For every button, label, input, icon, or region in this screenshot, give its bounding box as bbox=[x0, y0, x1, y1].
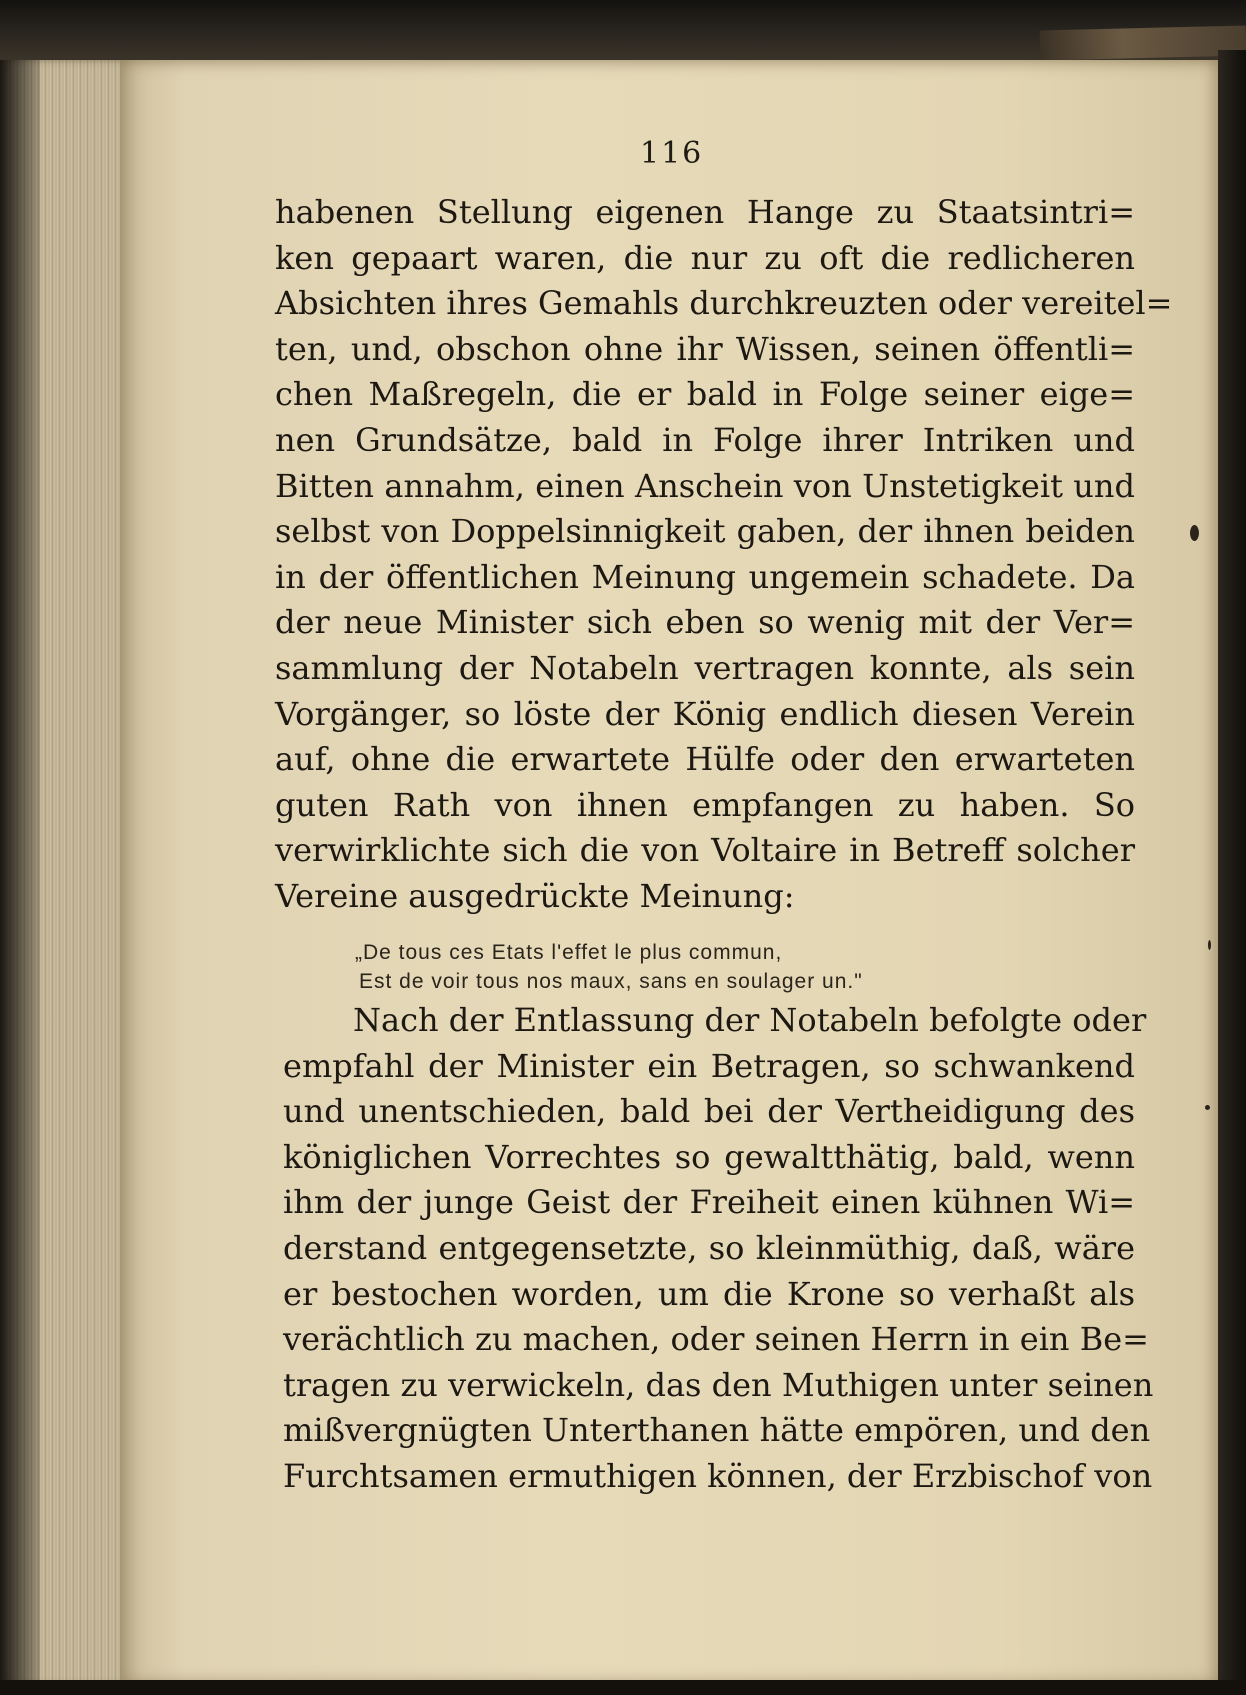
text-line: königlichen Vorrechtes so gewaltthätig, bald, wenn bbox=[283, 1137, 1135, 1176]
text-line: sammlung der Notabeln vertragen konnte, als sein bbox=[275, 648, 1135, 687]
page-number: 116 bbox=[640, 136, 704, 171]
text-line: und unentschieden, bald bei der Vertheidigung des bbox=[283, 1092, 1135, 1131]
text-line: derstand entgegensetzte, so kleinmüthig, daß, wäre bbox=[283, 1228, 1135, 1267]
paragraph-1 bbox=[275, 190, 1173, 920]
binding-strip bbox=[1040, 25, 1246, 60]
book-bottom-edge bbox=[0, 1680, 1246, 1695]
text-line: auf, ohne die erwartete Hülfe oder den erwarteten bbox=[275, 740, 1135, 779]
ink-speck bbox=[1190, 525, 1199, 541]
text-line: er bestochen worden, um die Krone so verhaßt als bbox=[283, 1274, 1135, 1313]
text-line: chen Maßregeln, die er bald in Folge seiner eige= bbox=[275, 375, 1135, 414]
text-line: Vorgänger, so löste der König endlich diesen Verein bbox=[275, 694, 1135, 733]
paragraph-2 bbox=[283, 998, 1154, 1500]
text-line: Nach der Entlassung der Notabeln befolgte oder bbox=[353, 1001, 1147, 1039]
text-line: verächtlich zu machen, oder seinen Herrn in ein Be= bbox=[283, 1320, 1149, 1359]
text-line: mißvergnügten Unterthanen hätte empören, und den bbox=[283, 1411, 1151, 1450]
text-line: Vereine ausgedrückte Meinung: bbox=[275, 876, 795, 915]
text-line: nen Grundsätze, bald in Folge ihrer Intriken und bbox=[275, 420, 1135, 459]
text-line: Furchtsamen ermuthigen können, der Erzbischof von bbox=[283, 1456, 1153, 1495]
text-line: der neue Minister sich eben so wenig mit der Ver= bbox=[275, 603, 1135, 642]
book-right-edge bbox=[1218, 50, 1246, 1695]
ink-speck bbox=[1208, 940, 1211, 950]
quotation bbox=[355, 938, 1055, 996]
text-line: ken gepaart waren, die nur zu oft die redlicheren bbox=[275, 238, 1135, 277]
text-line: tragen zu verwickeln, das den Muthigen unter seinen bbox=[283, 1365, 1154, 1404]
text-line: verwirklichte sich die von Voltaire in Betreff solcher bbox=[275, 831, 1135, 870]
text-line: Absichten ihres Gemahls durchkreuzten oder vereitel= bbox=[275, 284, 1173, 323]
quotation-line: Est de voir tous nos maux, sans en soulager un." bbox=[359, 970, 863, 993]
text-line: empfahl der Minister ein Betragen, so schwankend bbox=[283, 1046, 1135, 1085]
text-line: guten Rath von ihnen empfangen zu haben. So bbox=[275, 785, 1135, 824]
text-line: Bitten annahm, einen Anschein von Unstetigkeit und bbox=[275, 466, 1135, 505]
page-edge-shadow bbox=[0, 60, 40, 1685]
text-line: ten, und, obschon ohne ihr Wissen, seinen öffentli= bbox=[275, 329, 1135, 368]
quotation-line: „De tous ces Etats l'effet le plus commun, bbox=[355, 941, 783, 964]
text-line: ihm der junge Geist der Freiheit einen kühnen Wi= bbox=[283, 1183, 1135, 1222]
text-line: habenen Stellung eigenen Hange zu Staatsintri= bbox=[275, 193, 1135, 231]
text-line: selbst von Doppelsinnigkeit gaben, der ihnen beiden bbox=[275, 512, 1135, 551]
text-line: in der öffentlichen Meinung ungemein schadete. Da bbox=[275, 557, 1135, 596]
ink-speck bbox=[1205, 1105, 1210, 1110]
